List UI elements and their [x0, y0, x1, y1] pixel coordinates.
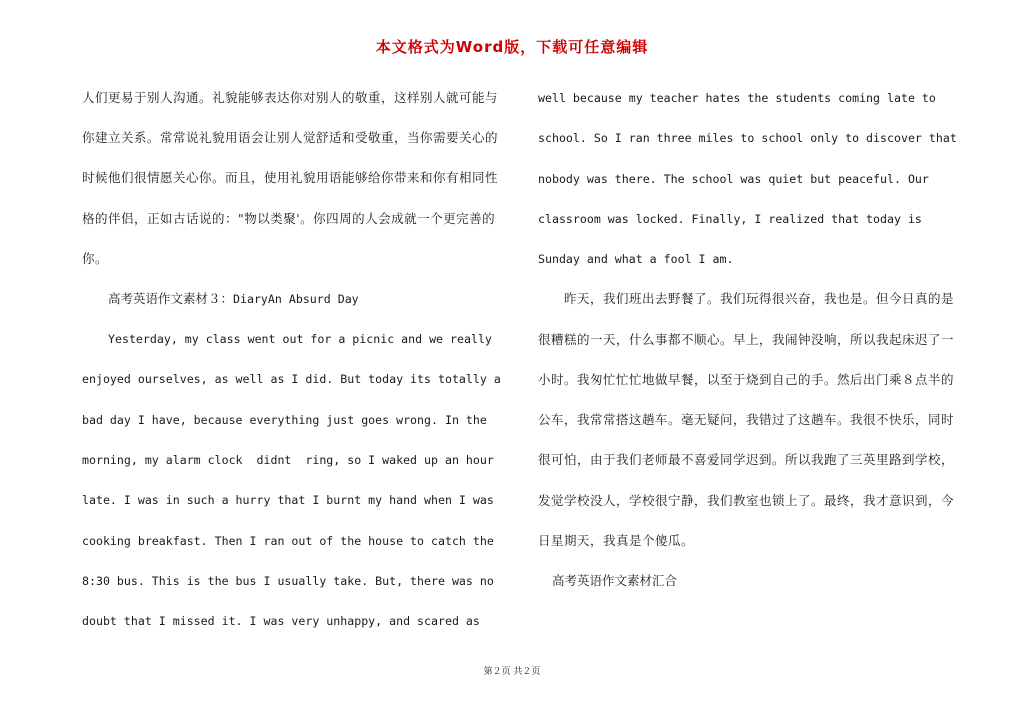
- section-heading: [82, 279, 502, 319]
- section-heading-collection: 高考英语作文素材汇合: [552, 572, 678, 588]
- page-number: 第２页 共２页: [483, 667, 541, 677]
- watermark-banner: 本文格式为Word版，下载可任意编辑: [375, 38, 649, 56]
- left-column: [82, 78, 508, 641]
- paragraph-chinese-translation: 昨天，我们班出去野餐了。我们玩得很兴奋，我也是。但今日真的是很糟糕的一天，什么事都不顺心。早上，我闹钟没响，所以我起床迟了一小时。我匆忙忙忙地做早餐，以至于烧到自己的手。然后出门乘８点半的公车，我常常搭这趟车。毫无疑问，我错过了这趟车。我很不快乐，同时很可怕，由于我们老师最不喜爱同学迟到。所以我跑了三英里路到学校，发觉学校没人，学校很宁静，我们教室也锁上了。最终，我才意识到，今日星期天，我真是个傻瓜。: [538, 291, 955, 548]
- section-heading-en: DiaryAn Absurd Day: [233, 292, 359, 307]
- paragraph-english-continued: well because my teacher hates the students coming late to school. So I ran three miles to school only to discover that nobody was there. The school was quiet but peaceful. Our classroom was locked. Finally, I realized that today is Sunday and what a fool I am.: [538, 91, 964, 267]
- paragraph-english-diary: Yesterday, my class went out for a picnic and we really enjoyed ourselves, as well as I did. But today its totally a bad day I have, because everything just goes wrong. In the morning, my alarm clock didnt ring, so I waked up an hour late. I was in such a hurry that I burnt my hand when I was cooking breakfast. Then I ran out of the house to catch the 8:30 bus. This is the bus I usually take. But, there was no doubt that I missed it. I was very unhappy, and scared as: [82, 332, 508, 629]
- right-column: [538, 78, 964, 601]
- paragraph-chinese-intro: 人们更易于别人沟通。礼貌能够表达你对别人的敬重，这样别人就可能与你建立关系。常常说礼貌用语会让别人觉舒适和受敬重，当你需要关心的时候他们很情愿关心你。而且，使用礼貌用语能够给你带来和你有相同性格的伴侣，正如古话说的："物以类聚'。你四周的人会成就一个更完善的你。: [82, 90, 499, 266]
- section-heading-zh: 高考英语作文素材３：: [108, 291, 234, 307]
